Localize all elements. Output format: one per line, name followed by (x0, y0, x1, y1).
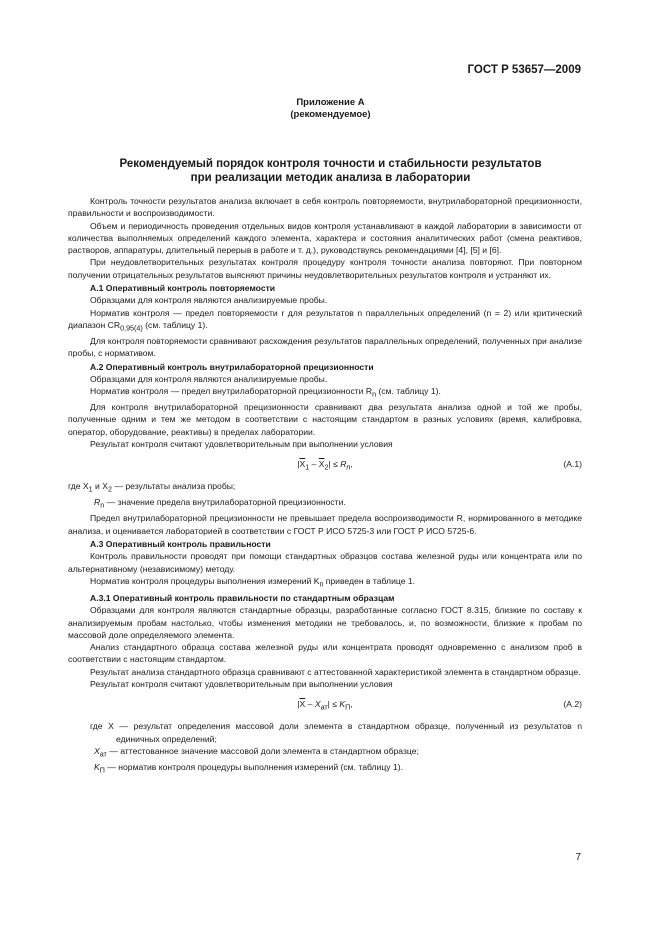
paragraph: Для контроля внутрилабораторной прецизионности сравнивают два результата анализа одной и той же пробы, полученные одним и тем же методом в соответствии с настоящим стандартом в разных условиях (время, калибровка, оператор, оборудование, реактивы) в пределах лаборатории. (68, 402, 582, 437)
paragraph: Результат анализа стандартного образца сравнивают с аттестованной характеристикой элемента в стандартном образце. (90, 666, 581, 677)
subscript: П (99, 766, 105, 775)
paragraph: Анализ стандартного образца состава железной руды или концентрата проводят одновременно с анализом проб в соответствии с настоящим стандартом. (68, 642, 582, 665)
subscript: ат (99, 750, 107, 759)
paragraph: Контроль правильности проводят при помощи стандартных образцов состава железной руды или концентрата или по альтернативному (независимому) методу. (68, 551, 582, 574)
text: приведен в таблице 1. (323, 575, 416, 586)
equation-formula: $|\overline{X}_1 - \overline{X}_2| \le R_n$, (297, 459, 353, 473)
where-clause (68, 480, 582, 496)
paragraph (68, 385, 582, 401)
paragraph: Для контроля повторяемости сравнивают расхождения результатов параллельных определений, полученных при анализе пробы, с нормативом. (68, 335, 582, 359)
annex-title-line1: Рекомендуемый порядок контроля точности и стабильности результатов (119, 158, 542, 170)
page-number: 7 (575, 852, 581, 863)
text: — аттестованное значение массовой доли элемента в стандартном образце; (106, 745, 419, 756)
annex-heading (0, 97, 661, 121)
section-heading-a1: А.1 Оперативный контроль повторяемости (90, 283, 276, 294)
paragraph: Образцами для контроля являются анализируемые пробы. (90, 373, 328, 384)
document-body (68, 195, 582, 777)
document-id-header: ГОСТ Р 53657—2009 (467, 64, 581, 76)
paragraph (68, 307, 582, 335)
where-clause (68, 496, 582, 512)
subscript: 1 (88, 486, 93, 495)
text: — норматив контроля процедуры выполнения измерений (см. таблицу 1). (104, 761, 403, 772)
text: (см. таблицу 1). (376, 386, 441, 397)
annex-status: (рекомендуемое) (290, 109, 371, 120)
text: — значение предела внутрилабораторной прецизионности. (104, 497, 346, 508)
text: где X (68, 481, 89, 492)
text: Норматив контроля — предел внутрилабораторной прецизионности R (90, 386, 373, 397)
text: и X (92, 481, 108, 492)
paragraph: Образцами для контроля являются анализируемые пробы. (90, 295, 328, 306)
annex-label: Приложение А (296, 97, 365, 108)
subscript: n (372, 390, 377, 399)
paragraph: При неудовлетворительных результатах контроля процедуру контроля точности анализа повторяют. При повторном получении отрицательных результатов выясняют причины неудовлетворительных результатов контроля и устраняют их. (68, 257, 582, 280)
text: K (94, 761, 100, 772)
text: R (94, 497, 101, 508)
where-clause (68, 761, 582, 777)
subscript: 0,95(4) (120, 324, 143, 333)
text: X (94, 745, 100, 756)
where-clause: где X — результат определения массовой доли элемента в стандартном образце, полученный из результатов n единичных определений; (90, 721, 582, 744)
equation-number: (А.1) (563, 459, 582, 470)
text: Норматив контроля процедуры выполнения измерений K (90, 575, 320, 586)
annex-title (0, 157, 661, 185)
equation-a1 (68, 450, 582, 480)
paragraph (68, 575, 582, 591)
where-clause (68, 745, 582, 761)
paragraph: Контроль точности результатов анализа включает в себя контроль повторяемости, внутрилабораторной прецизионности, правильности и воспроизводимости. (68, 196, 582, 219)
paragraph: Образцами для контроля являются стандартные образцы, разработанные согласно ГОСТ 8.315, близкие по составу к анализируемым пробам настолько, чтобы изменения методики не требовалось, и, по возможности, близкие к пробам по массовой доле определяемого элемента. (68, 605, 582, 640)
section-heading-a31: А.3.1 Оперативный контроль правильности по стандартным образцам (90, 592, 395, 603)
section-heading-a3: А.3 Оперативный контроль правильности (90, 539, 271, 549)
subscript: п (319, 580, 324, 589)
subscript: 2 (107, 486, 112, 495)
subscript: n (100, 502, 105, 511)
text: (см. таблицу 1). (142, 319, 208, 330)
section-heading-a2: А.2 Оперативный контроль внутрилабораторной прецизионности (90, 361, 374, 372)
equation-formula: $|\overline{X} - X_{ат}| \le K_П$, (297, 699, 353, 712)
text: Норматив контроля — предел повторяемости r для результатов n параллельных определений (n = 2) или критический диапазон CR (68, 307, 582, 330)
paragraph: Результат контроля считают удовлетворительным при выполнении условия (90, 439, 393, 450)
equation-a2 (68, 690, 582, 720)
paragraph: Объем и периодичность проведения отдельных видов контроля устанавливают в каждой лаборатории в зависимости от количества выполняемых определений каждого элемента, характера и состояния аналитических работ (смена реактивов, растворов, аппаратуры, длительный перерыв в работе и т. д.), руководствуясь рекомендациями [4], [5] и [6]. (68, 220, 582, 256)
annex-title-line2: при реализации методик анализа в лаборатории (190, 172, 471, 184)
equation-number: (А.2) (563, 699, 582, 710)
text: — результаты анализа пробы; (111, 481, 236, 492)
paragraph: Предел внутрилабораторной прецизионности не превышает предела воспроизводимости R, нормированного в методике анализа, и оценивается лабораторией в соответствии с ГОСТ Р ИСО 5725-3 или ГОСТ Р ИСО 5725-6. (68, 513, 582, 536)
paragraph: Результат контроля считают удовлетворительным при выполнении условия (90, 678, 393, 689)
